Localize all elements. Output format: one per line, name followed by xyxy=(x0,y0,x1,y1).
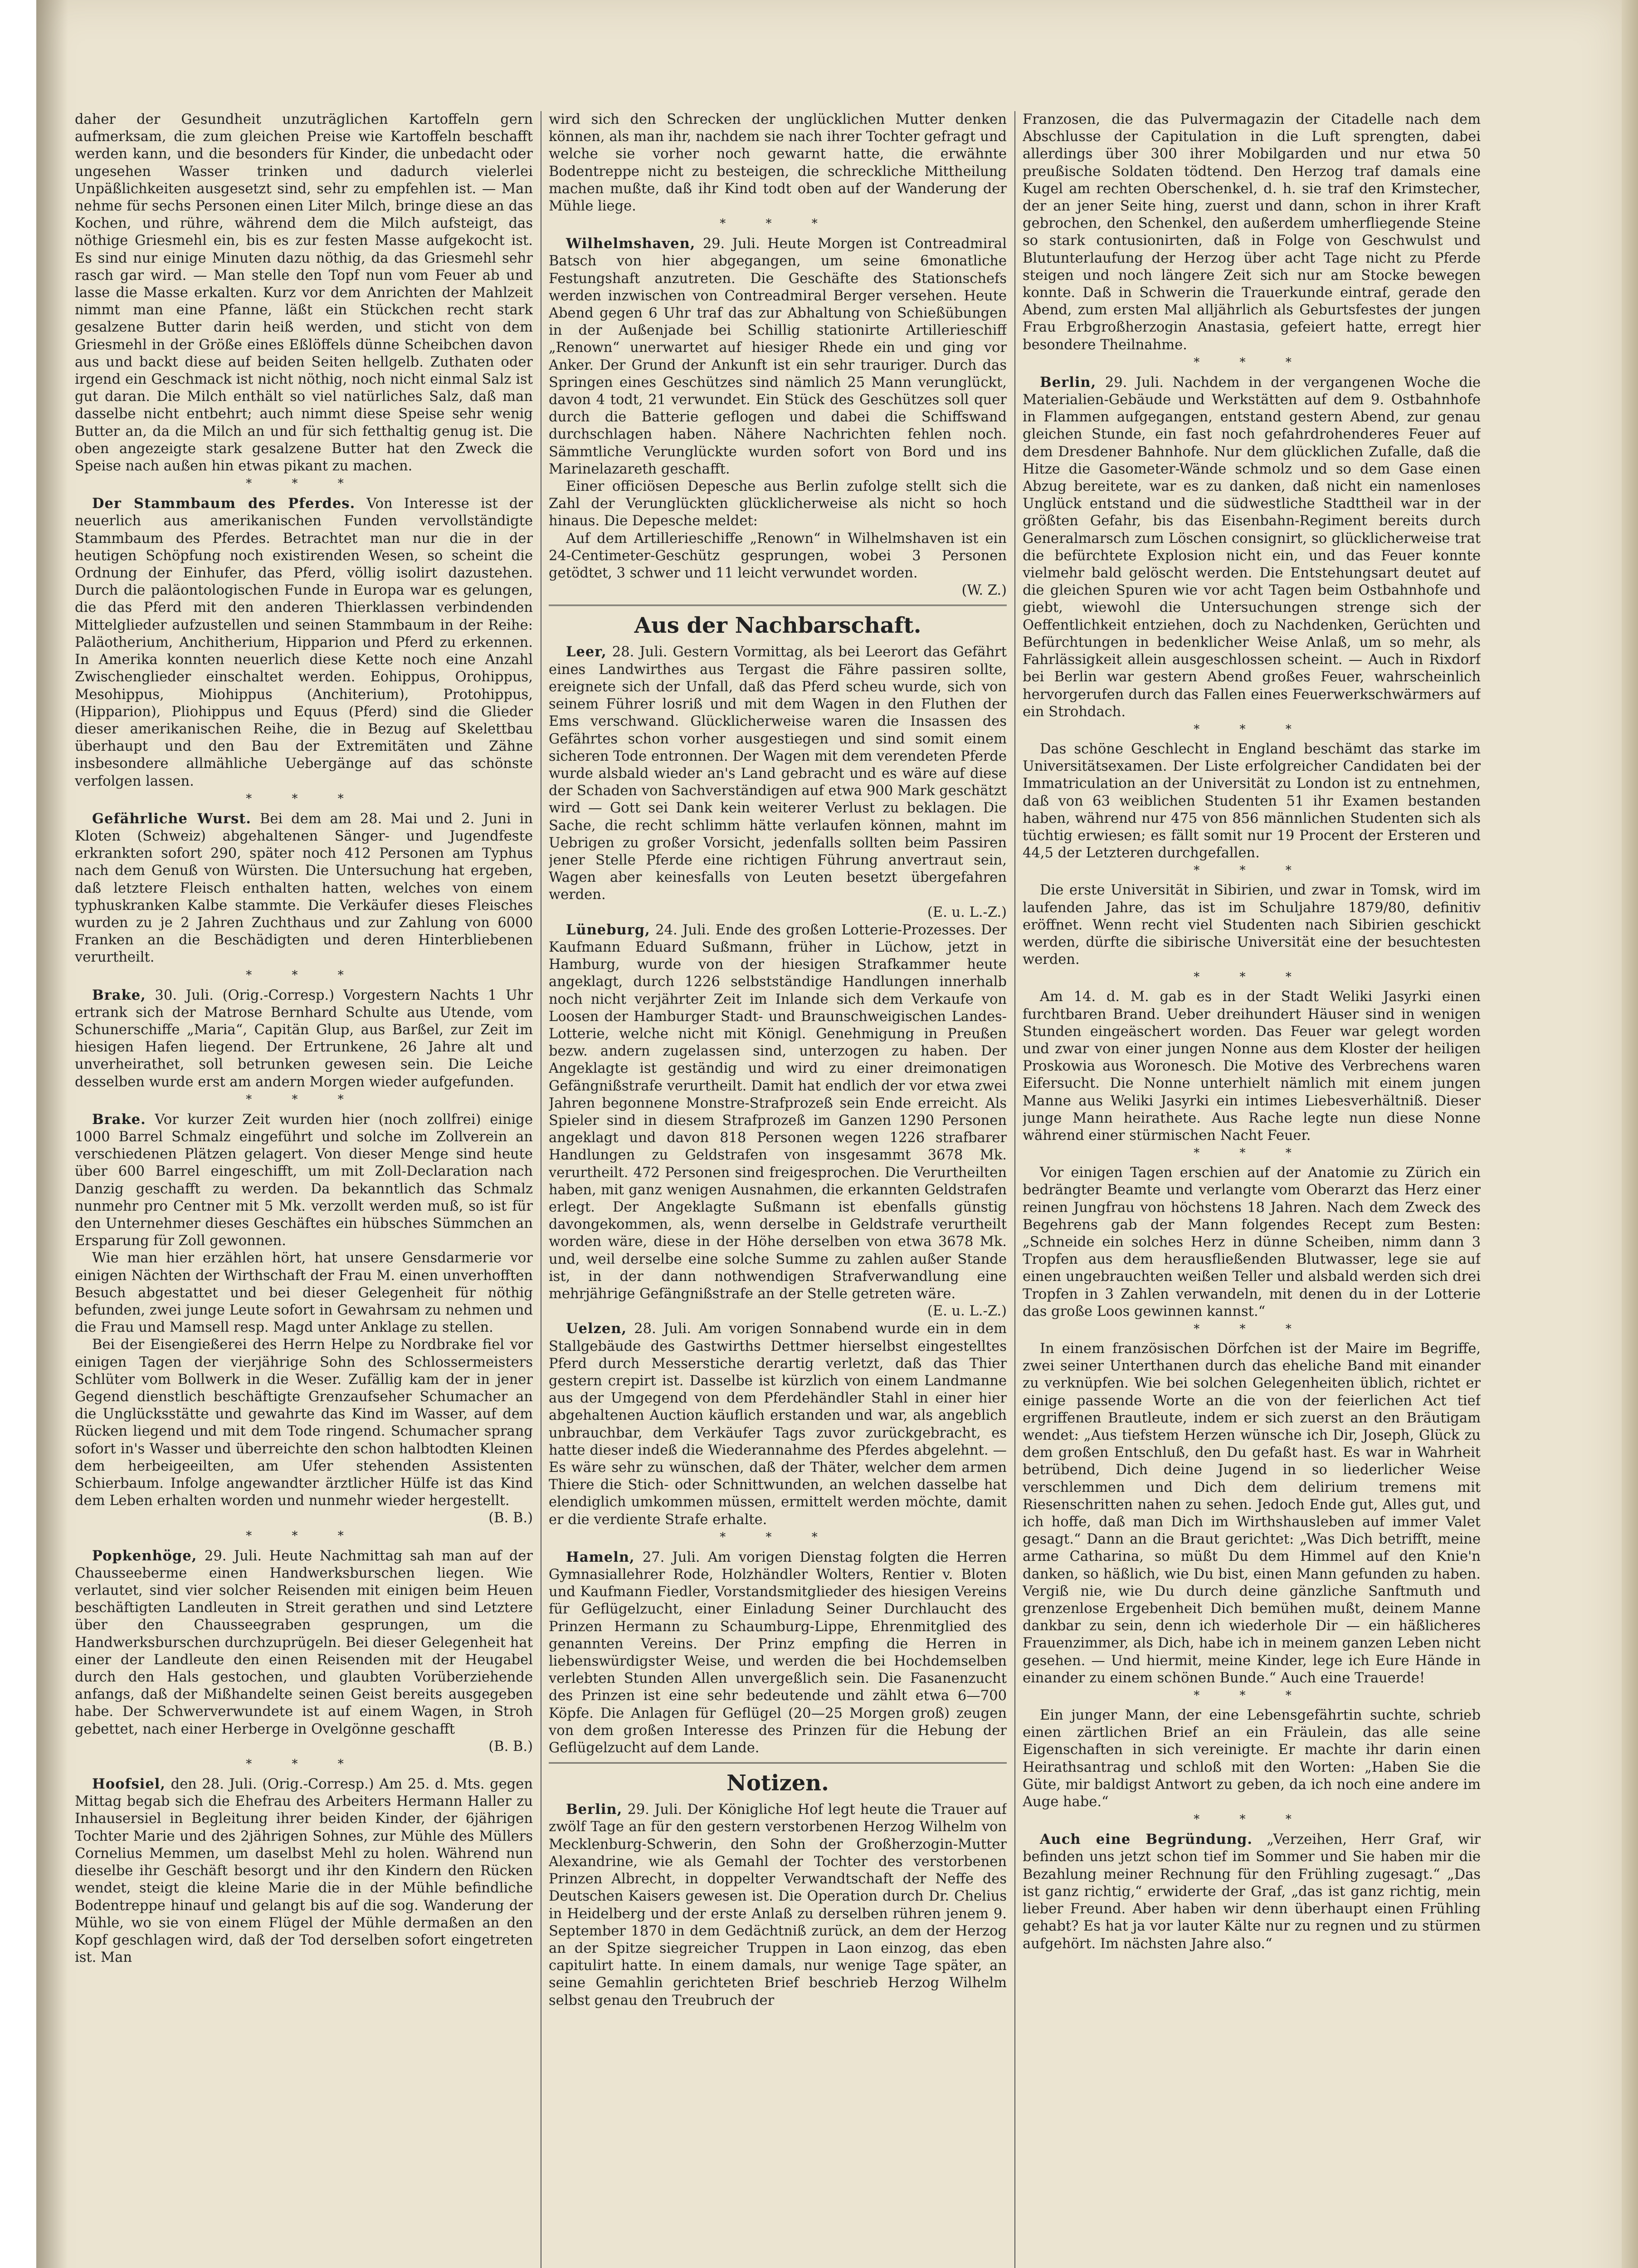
article-paragraph xyxy=(1023,1707,1481,1811)
column-middle xyxy=(549,111,1007,2268)
article-title: Auch eine Begründung. xyxy=(1040,1831,1253,1848)
article-text: 28. Juli. Gestern Vormittag, als bei Leerort das Gefährt eines Landwirthes aus Tergast die Fähre passiren sollte, ereignete sich der Unfall, daß das Pferd scheu wurde, sich von seinem Führer losriß und mit dem Wagen in den Fluthen der Ems verschwand. Glücklicherweise waren die Insassen des Gefährtes schon vorher ausgestiegen und sind somit einem sicheren Tode entronnen. Der Wagen mit dem verendeten Pferde wurde alsbald wieder an's Land gebracht und es wäre auf diese der Schaden von Sachverständigen auf etwa 900 Mark geschätzt wird — Gott sei Dank kein weiterer Verlust zu beklagen. Die Sache, die recht schlimm hätte verlaufen können, mahnt im Uebrigen zu großer Vorsicht, jedenfalls sollten beim Passiren jener Stelle Pferde eine richtigen Führung anvertraut sein, Wagen aber keinesfalls von Leuten besetzt übergefahren werden. xyxy=(549,644,1007,903)
article-paragraph xyxy=(549,1801,1007,2009)
article-title: Der Stammbaum des Pferdes. xyxy=(92,495,356,512)
article-separator: * * * xyxy=(1194,1689,1310,1703)
column-left xyxy=(75,111,533,2268)
article-separator: * * * xyxy=(1194,355,1310,369)
binding-fold xyxy=(36,0,68,2268)
article-title: Leer, xyxy=(566,644,607,660)
article-title: Hoofsiel, xyxy=(92,1776,166,1793)
article-paragraph xyxy=(549,1549,1007,1757)
article-separator: * * * xyxy=(720,1530,836,1544)
article-text: „Verzeihen, Herr Graf, wir befinden uns jetzt schon tief im Sommer und Sie haben mir die Bezahlung meiner Rechnung für den Frühling zugesagt.“ „Das ist ganz richtig,“ erwiderte der Graf, „das ist ganz richtig, mein lieber Freund. Aber haben wir denn überhaupt einen Frühling gehabt? Es hat ja vor lauter Kälte nur zu regnen und zu stürmen aufgehört. Im nächsten Jahre also.“ xyxy=(1023,1832,1481,1952)
article-separator: * * * xyxy=(246,1092,362,1106)
article-title: Hameln, xyxy=(566,1549,635,1565)
article-text: Das schöne Geschlecht in England beschämt das starke im Universitätsexamen. Der Liste erfolgreicher Candidaten bei der Immatriculation an der Universität zu London ist zu entnehmen, daß von 63 weiblichen Studenten 51 ihr Examen bestanden haben, während nur 475 von 856 männlichen Studenten sich als tüchtig erwiesen; es fällt somit nur 19 Procent der Ersteren und 44,5 der Letzteren durchgefallen. xyxy=(1023,741,1481,861)
column-rule xyxy=(1014,111,1015,2268)
page-edge xyxy=(1622,0,1638,2268)
article-paragraph xyxy=(75,1111,533,1250)
section-heading: Notizen. xyxy=(726,1770,829,1796)
article-text: Franzosen, die das Pulvermagazin der Citadelle nach dem Abschlusse der Capitulation in die Luft sprengten, dabei allerdings über 300 ihrer Mobilgarden und nur etwa 50 preußische Soldaten tödtend. Den Herzog traf damals eine Kugel am rechten Oberschenkel, d. h. sie traf den Krimstecher, der an jener Seite hing, zuerst und dann, schon in ihrer Kraft gebrochen, den Schenkel, den außerdem umherfliegende Steine so stark contusionirten, daß in Folge von Geschwulst und Blutunterlaufung der Herzog über acht Tage nicht zu Pferde steigen und noch längere Zeit sich nur am Stocke bewegen konnte. Daß in Schwerin die Trauerkunde eintraf, gerade den Abend, zum ersten Mal alljährlich als Geburtsfestes der jungen Frau Erbgroßherzogin Anastasia, gefeiert hatte, erregt hier besondere Theilnahme. xyxy=(1023,112,1481,353)
article-title: Popkenhöge, xyxy=(92,1547,197,1564)
article-text: 24. Juli. Ende des großen Lotterie-Prozesses. Der Kaufmann Eduard Sußmann, früher in Lüchow, jetzt in Hamburg, wurde von der hiesigen Strafkammer heute angeklagt, durch 1226 selbstständige Handlungen innerhalb noch nicht verjährter Zeit im Inlande sich dem Verkaufe von Loosen der Hamburger Stadt- und Braunschweigischen Landes-Lotterie, welche nicht mit Königl. Genehmigung in Preußen bezw. andern zugelassen sind, unterzogen zu haben. Der Angeklagte ist geständig und wird zu einer dreimonatigen Gefängnißstrafe verurtheilt. Damit hat endlich der vor etwa zwei Jahren begonnene Monstre-Strafprozeß sein Ende erreicht. Als Spieler sind in diesem Strafprozeß im Ganzen 1290 Personen angeklagt und davon 818 Personen wegen 1226 strafbarer Handlungen zu Geldstrafen von insgesammt 3678 Mk. verurtheilt. 472 Personen sind freigesprochen. Die Verurtheilten haben, mit ganz wenigen Ausnahmen, die erkannten Geldstrafen erlegt. Der Angeklagte Sußmann ist ebenfalls günstig davongekommen, als, wenn derselbe in Geldstrafe verurtheilt worden wäre, diese in der Höhe derselben von etwa 3678 Mk. und, weil derselbe eine solche Summe zu zahlen außer Stande ist, in der dann nothwendigen Strafverwandlung eine mehrjährige Gefängnißstrafe an der Stelle getreten wäre. xyxy=(549,922,1007,1302)
article-separator: * * * xyxy=(720,217,836,231)
section-heading: Aus der Nachbarschaft. xyxy=(634,613,921,639)
article-text: In einem französischen Dörfchen ist der Maire im Begriffe, zwei seiner Unterthanen durch das eheliche Band mit einander zu verknüpfen. Wie bei solchen Gelegenheiten üblich, richtet er einige passende Worte an die von der feierlichen Act tief ergriffenen Brautleute, indem er sich zuerst an den Bräutigam wendet: „Aus tiefstem Herzen wünsche ich Dir, Joseph, Glück zu dem großen Entschluß, den Du gefaßt hast. Es war in Wahrheit betrübend, Dich deine Jugend in so liederlicher Weise verschlemmen und Dich dem delirium tremens mit Riesenschritten nahen zu sehen. Jedoch Ende gut, Alles gut, und ich hoffe, daß man Dich im Wirthshausleben auf immer Valet gesagt.“ Dann an die Braut gerichtet: „Was Dich betrifft, meine arme Catharina, so müßt Du dem Himmel auf den Knie'n danken, so häßlich, wie Du bist, einen Mann gefunden zu haben. Vergiß nie, wie Du durch deine gänzliche Sanftmuth und grenzenlose Ergebenheit Dich bemühen mußt, deinem Manne dankbar zu sein, denn ich wiederhole Dir — ein häßlicheres Frauenzimmer, als Dich, habe ich in meinem ganzen Leben nicht gesehen. — Und hiermit, meine Kinder, lege ich Eure Hände in einander zu einem schönen Bunde.“ Auch eine Trauerde! xyxy=(1023,1341,1481,1686)
article-text: Die erste Universität in Sibirien, und zwar in Tomsk, wird im laufenden Jahre, das ist im Schuljahre 1879/80, definitiv eröffnet. Wenn recht viel Studenten nach Sibirien geschickt werden, dürfte die sibirische Universität eine der besuchtesten werden. xyxy=(1023,882,1481,968)
article-text: 29. Juli. Der Königliche Hof legt heute die Trauer auf zwölf Tage an für den gestern verstorbenen Herzog Wilhelm von Mecklenburg-Schwerin, den Sohn der Großherzogin-Mutter Alexandrine, wie als Gemahl der Tochter des verstorbenen Prinzen Albrecht, in doppelter Verwandtschaft der Neffe des Deutschen Kaisers gewesen ist. Die Operation durch Dr. Chelius in Heidelberg und der erste Anlaß zu derselben rühren jenem 9. September 1870 in dem Gedächtniß zurück, an dem der Herzog an der Spitze siegreicher Truppen in Laon einzog, das eben capitulirt hatte. In einem damals, nur wenige Tage später, an seine Gemahlin gerichteten Brief beschrieb Herzog Wilhelm selbst genau den Treubruch der xyxy=(549,1802,1007,2009)
article-text: wird sich den Schrecken der unglücklichen Mutter denken können, als man ihr, nachdem sie nach ihrer Tochter gefragt und welche sie vorher noch gewarnt hatte, die erwähnte Bodentreppe nicht zu besteigen, die schreckliche Mittheilung machen mußte, daß ihr Kind todt oben auf der Wanderung der Mühle liege. xyxy=(549,112,1007,215)
article-source: (E. u. L.-Z.) xyxy=(927,904,1007,920)
article-paragraph xyxy=(75,1250,533,1336)
article-paragraph xyxy=(75,111,533,475)
article-title: Brake, xyxy=(92,987,146,1003)
article-paragraph xyxy=(1023,882,1481,968)
article-paragraph xyxy=(549,235,1007,478)
article-paragraph xyxy=(75,495,533,790)
article-paragraph xyxy=(75,987,533,1091)
article-text: daher der Gesundheit unzuträglichen Kartoffeln gern aufmerksam, die zum gleichen Preise wie Kartoffeln beschafft werden kann, und die besonders für Kinder, die unbedacht oder ungesehen Wasser trinken und dadurch vielerlei Unpäßlichkeiten ausgesetzt sind, sehr zu empfehlen ist. — Man nehme für sechs Personen einen Liter Milch, bringe diese an das Kochen, und rühre, während dem die Milch aufsteigt, das nöthige Griesmehl ein, bis es zur festen Masse aufgekocht ist. Es sind nur einige Minuten dazu nöthig, da das Griesmehl sehr rasch gar wird. — Man stelle den Topf nun vom Feuer ab und lasse die Masse erkalten. Kurz vor dem Anrichten der Mahlzeit nimmt man eine Pfanne, läßt ein Stückchen recht stark gesalzene Butter darin heiß werden, und sticht von dem Griesmehl in der Größe eines Eßlöffels dünne Scheibchen davon aus und backt diese auf beiden Seiten hellgelb. Zuthaten oder irgend ein Geschmack ist nicht nöthig, noch nicht einmal Salz ist gut daran. Die Milch enthält so viel natürliches Salz, daß man dasselbe nicht entbehrt; auch nimmt diese Speise sehr wenig Butter an, da die Milch an und für sich fetthaltig genug ist. Die oben angezeigte stark gesalzene Butter hat den Zweck die Speise nach außen hin etwas pikant zu machen. xyxy=(75,112,533,474)
article-paragraph xyxy=(1023,1340,1481,1687)
article-title: Berlin, xyxy=(1040,374,1097,391)
article-title: Wilhelmshaven, xyxy=(566,235,696,252)
article-source: (B. B.) xyxy=(488,1738,533,1755)
article-separator: * * * xyxy=(1194,1146,1310,1160)
article-separator: * * * xyxy=(246,792,362,806)
article-paragraph xyxy=(549,1320,1007,1528)
article-title: Gefährliche Wurst. xyxy=(92,810,251,827)
article-paragraph xyxy=(75,1336,533,1527)
article-text: Am 14. d. M. gab es in der Stadt Weliki Jasyrki einen furchtbaren Brand. Ueber dreihundert Häuser sind in wenigen Stunden eingeäschert worden. Das Feuer war gelegt worden und zwar von einer jungen Nonne aus dem Kloster der heiligen Proskowia aus Woronesch. Die Motive des Verbrechens waren Eifersucht. Die Nonne unterhielt nämlich mit einem jungen Manne aus Weliki Jasyrki ein intimes Liebesverhältniß. Dieser junge Mann heirathete. Aus Rache legte nun diese Nonne während einer stürmischen Nacht Feuer. xyxy=(1023,989,1481,1144)
section-divider xyxy=(549,1762,1007,1764)
article-separator: * * * xyxy=(1194,864,1310,878)
article-paragraph xyxy=(75,1775,533,1966)
article-source: (B. B.) xyxy=(488,1510,533,1526)
article-text: 27. Juli. Am vorigen Dienstag folgten die Herren Gymnasiallehrer Rode, Holzhändler Wolters, Rentier v. Bloten und Kaufmann Fiedler, Vorstandsmitglieder des hiesigen Vereins für Geflügelzucht, einer Einladung Seiner Durchlaucht des Prinzen Hermann zu Schaumburg-Lippe, Ehrenmitglied des genannten Vereins. Der Prinz empfing die Herren in liebenswürdigster Weise, und werden die bei Hochdemselben verlebten Stunden Allen unvergeßlich sein. Die Fasanenzucht des Prinzen ist eine sehr bedeutende und zählt etwa 6—700 Köpfe. Die Anlagen für Geflügel (20—25 Morgen groß) zeugen von dem großen Interesse des Prinzen für die Hebung der Geflügelzucht auf dem Lande. xyxy=(549,1549,1007,1756)
article-paragraph xyxy=(549,921,1007,1320)
article-text: Ein junger Mann, der eine Lebensgefährtin suchte, schrieb einen zärtlichen Brief an ein Fräulein, das alle seine Eigenschaften in sich vereinigte. Er machte ihr darin einen Heirathsantrag und schloß mit den Worten: „Haben Sie die Güte, mir baldigst Antwort zu geben, da ich noch eine andere im Auge habe.“ xyxy=(1023,1707,1481,1810)
article-text: Bei der Eisengießerei des Herrn Helpe zu Nordbrake fiel vor einigen Tagen der vierjährige Sohn des Schlossermeisters Schlüter vom Bollwerk in die Weser. Zufällig kam der in jener Gegend dienstlich beschäftigte Grenzaufseher Schumacher an die Unglücksstätte und gewahrte das Kind im Wasser, auf dem Rücken liegend und mit dem Tode ringend. Schumacher sprang sofort in's Wasser und überreichte den schon halbtodten Kleinen dem herbeigeeilten, am Ufer stehenden Assistenten Schierbaum. Infolge angewandter ärztlicher Hülfe ist das Kind dem Leben erhalten worden und nunmehr wieder hergestellt. xyxy=(75,1337,533,1509)
article-text: 29. Juli. Heute Morgen ist Contreadmiral Batsch von hier abgegangen, um seine 6monatliche Festungshaft anzutreten. Die Geschäfte des Stationschefs werden inzwischen von Contreadmiral Berger versehen. Heute Abend gegen 6 Uhr traf das zur Abhaltung von Schießübungen in der Außenjade bei Schillig stationirte Artillerieschiff „Renown“ unerwartet auf hiesiger Rhede ein und ging vor Anker. Der Grund der Ankunft ist ein sehr trauriger. Durch das Springen eines Geschützes sind nämlich 25 Mann verunglückt, davon 4 todt, 21 verwundet. Ein Stück des Geschützes soll quer durch die Batterie geflogen und dabei die Schiffswand durchschlagen haben. Nähere Nachrichten fehlen noch. Sämmtliche Verunglückte wurden sofort von Bord und ins Marinelazareth geschafft. xyxy=(549,236,1007,477)
article-text: Von Interesse ist der neuerlich aus amerikanischen Funden vervollständigte Stammbaum des Pferdes. Betrachtet man nur die in der heutigen Schöpfung noch existirenden Wesen, so scheint die Ordnung der Einhufer, das Pferd, völlig isolirt dazustehen. Durch die paläontologischen Funde in Europa war es gelungen, die das Pferd mit den anderen Thierklassen verbindenden Mittelglieder aufzustellen und seinen Stammbaum in der Reihe: Paläotherium, Anchitherium, Hipparion und Pferd zu erkennen. In Amerika konnten neuerlich diese Kette noch eine Anzahl Zwischenglieder einschaltet werden. Eohippus, Orohippus, Mesohippus, Miohippus (Anchiterium), Protohippus, (Hipparion), Pliohippus und Equus (Pferd) sind die Glieder dieser amerikanischen Reihe, die in Bezug auf Skelettbau überhaupt und den Bau der Extremitäten und Zähne insbesondere allmähliche Uebergänge auf das schönste verfolgen lassen. xyxy=(75,496,533,789)
article-separator: * * * xyxy=(246,477,362,491)
article-separator: * * * xyxy=(246,1529,362,1543)
article-text: Wie man hier erzählen hört, hat unsere Gensdarmerie vor einigen Nächten der Wirthschaft der Frau M. einen unverhofften Besuch abgestattet und bei dieser Gelegenheit für nöthig befunden, zwei junge Leute sofort in Gewahrsam zu nehmen und die Frau und Mamsell resp. Magd unter Anklage zu stellen. xyxy=(75,1250,533,1336)
article-separator: * * * xyxy=(246,1757,362,1771)
article-title: Berlin, xyxy=(566,1801,623,1818)
article-paragraph xyxy=(1023,1831,1481,1952)
article-paragraph xyxy=(549,643,1007,921)
article-paragraph xyxy=(549,111,1007,215)
article-title: Lüneburg, xyxy=(566,921,650,938)
article-paragraph xyxy=(1023,988,1481,1144)
column-right xyxy=(1023,111,1481,2268)
article-separator: * * * xyxy=(1194,970,1310,984)
article-paragraph xyxy=(75,810,533,967)
article-text: Bei dem am 28. Mai und 2. Juni in Kloten (Schweiz) abgehaltenen Sänger- und Jugendfeste erkrankten sofort 290, später noch 412 Personen am Typhus nach dem Genuß von Würsten. Die Untersuchung hat ergeben, daß letztere Fleisch enthalten hatten, welches von einem typhuskranken Kalbe stammte. Die Verkäufer dieses Fleisches wurden zu je 2 Jahren Zuchthaus und zur Zahlung von 6000 Franken an die Beschädigten und deren Hinterbliebenen verurtheilt. xyxy=(75,811,533,966)
article-text: 29. Juli. Nachdem in der vergangenen Woche die Materialien-Gebäude und Werkstätten auf dem 9. Ostbahnhofe in Flammen aufgegangen, entstand gestern Abend, zur genau gleichen Stunde, ein fast noch gefahrdrohenderes Feuer auf dem Dresdener Bahnhofe. Nur dem glücklichen Zufalle, daß die Hitze die Gasometer-Wände schmolz und so dem Gase einen Abzug bereitete, war es zu danken, daß nicht ein namenloses Unglück entstand und die südwestliche Stadttheil war in der größten Gefahr, bis das Eisenbahn-Regiment bereits durch Generalmarsch zum Löschen consignirt, so glücklicherweise trat die befürchtete Explosion nicht ein, und das Feuer konnte vielmehr bald gelöscht werden. Die Entstehungsart deutet auf die gleichen Spuren wie vor acht Tagen beim Ostbahnhofe und giebt, wiewohl die Untersuchungen strenge sich der Oeffentlichkeit entziehen, doch zu Nachdenken, Gerüchten und Befürchtungen in bedenklicher Weise Anlaß, um so mehr, als Fahrlässigkeit allein ausgeschlossen scheint. — Auch in Rixdorf bei Berlin war gestern Abend großes Feuer, wahrscheinlich hervorgerufen durch das Fallen eines Feuerwerkschwärmers auf ein Strohdach. xyxy=(1023,374,1481,720)
article-title: Brake. xyxy=(92,1111,146,1128)
article-text: 29. Juli. Heute Nachmittag sah man auf der Chausseeberme einen Handwerksburschen liegen. Wie verlautet, sind vier solcher Reisenden mit einigen beim Heuen beschäftigten Landleuten in Streit gerathen und sind Letztere über den Chausseegraben gesprungen, um die Handwerksburschen durchzuprügeln. Bei dieser Gelegenheit hat einer der Landleute den einen Reisenden mit der Heugabel durch den Hals gestochen, und glaubten Vorüberziehende anfangs, daß der Mißhandelte seinen Geist bereits ausgegeben habe. Der Schwerverwundete ist auf einem Wagen, in Stroh gebettet, nach einer Herberge in Ovelgönne geschafft xyxy=(75,1548,533,1737)
article-text: 30. Juli. (Orig.-Corresp.) Vorgestern Nachts 1 Uhr ertrank sich der Matrose Bernhard Schulte aus Utende, vom Schunerschiffe „Maria“, Capitän Glup, aus Barßel, zur Zeit im hiesigen Hafen liegend. Der Ertrunkene, 26 Jahre alt und unverheirathet, soll betrunken gewesen sein. Die Leiche desselben wurde erst am andern Morgen wieder aufgefunden. xyxy=(75,987,533,1090)
article-text: Vor kurzer Zeit wurden hier (noch zollfrei) einige 1000 Barrel Schmalz eingeführt und solche im Zollverein an verschiedenen Plätzen gelagert. Von dieser Menge sind heute über 600 Barrel eingeschifft, um mit Zoll-Declaration nach Danzig geschafft zu werden. Da bekanntlich das Schmalz nunmehr pro Centner mit 5 Mk. verzollt werden muß, so ist für den Unternehmer dieses Geschäftes ein hübsches Sümmchen an Ersparung für Zoll gewonnen. xyxy=(75,1111,533,1249)
article-text: Vor einigen Tagen erschien auf der Anatomie zu Zürich ein bedrängter Beamte und verlangte vom Oberarzt das Herz einer reinen Jungfrau von höchstens 18 Jahren. Nach dem Zweck des Begehrens gab der Mann folgendes Recept zum Besten: „Schneide ein solches Herz in dünne Scheiben, nimm dann 3 Tropfen aus dem herausfließenden Blutwasser, lege sie auf einen ungebrauchten weißen Teller und alsbald werden sich drei Tropfen in 3 Zahlen verwandeln, mit denen du in der Lotterie das große Loos gewinnen kannst.“ xyxy=(1023,1165,1481,1320)
article-paragraph xyxy=(549,478,1007,530)
article-paragraph xyxy=(75,1547,533,1755)
article-text: Auf dem Artillerieschiffe „Renown“ in Wilhelmshaven ist ein 24-Centimeter-Geschütz gesprungen, wobei 3 Personen getödtet, 3 schwer und 11 leicht verwundet worden. xyxy=(549,530,1007,582)
article-separator: * * * xyxy=(1194,722,1310,736)
article-separator: * * * xyxy=(1194,1813,1310,1827)
article-paragraph xyxy=(549,530,1007,600)
article-source: (W. Z.) xyxy=(961,582,1007,599)
article-paragraph xyxy=(1023,1164,1481,1320)
article-text: den 28. Juli. (Orig.-Corresp.) Am 25. d. Mts. gegen Mittag begab sich die Ehefrau des Arbeiters Hermann Haller zu Inhausersiel in Begleitung ihrer beiden Kinder, der 6jährigen Tochter Marie und des 2jährigen Sohnes, zur Mühle des Müllers Cornelius Memmen, um daselbst Mehl zu holen. Während nun dieselbe ihr Geschäft besorgt und ihr den Kindern den Rücken wendet, steigt die kleine Marie die in der Mühle befindliche Bodentreppe hinauf und gelangt bis auf die sog. Wanderung der Mühle, wo sie von einem Flügel der Mühle dermaßen an den Kopf geschlagen wird, daß der Tod derselben sofort eingetreten ist. Man xyxy=(75,1776,533,1966)
article-title: Uelzen, xyxy=(566,1320,627,1337)
article-paragraph xyxy=(1023,111,1481,354)
section-divider xyxy=(549,605,1007,606)
article-separator: * * * xyxy=(246,968,362,982)
article-text: Einer officiösen Depesche aus Berlin zufolge stellt sich die Zahl der Verunglückten glücklicherweise als nicht so hoch hinaus. Die Depesche meldet: xyxy=(549,479,1007,529)
article-paragraph xyxy=(1023,374,1481,721)
article-text: 28. Juli. Am vorigen Sonnabend wurde ein in dem Stallgebäude des Gastwirths Dettmer hierselbst eingestelltes Pferd durch Messerstiche derartig verletzt, daß das Thier gestern crepirt ist. Dasselbe ist kürzlich von einem Landmanne aus der Umgegend von dem Pferdehändler Stahl in einer hier abgehaltenen Auction käuflich erstanden und war, als angeblich unbrauchbar, dem Verkäufer Tags zuvor zurückgebracht, es hatte dieser indeß die Wiederannahme des Pferdes abgelehnt. — Es wäre sehr zu wünschen, daß der Thäter, welcher dem armen Thiere die Stich- oder Schnittwunden, an welchen dasselbe hat elendiglich umkommen müssen, ermittelt werden möchte, damit er die verdiente Strafe erhalte. xyxy=(549,1321,1007,1528)
article-source: (E. u. L.-Z.) xyxy=(927,1303,1007,1320)
article-separator: * * * xyxy=(1194,1322,1310,1336)
article-paragraph xyxy=(1023,741,1481,862)
